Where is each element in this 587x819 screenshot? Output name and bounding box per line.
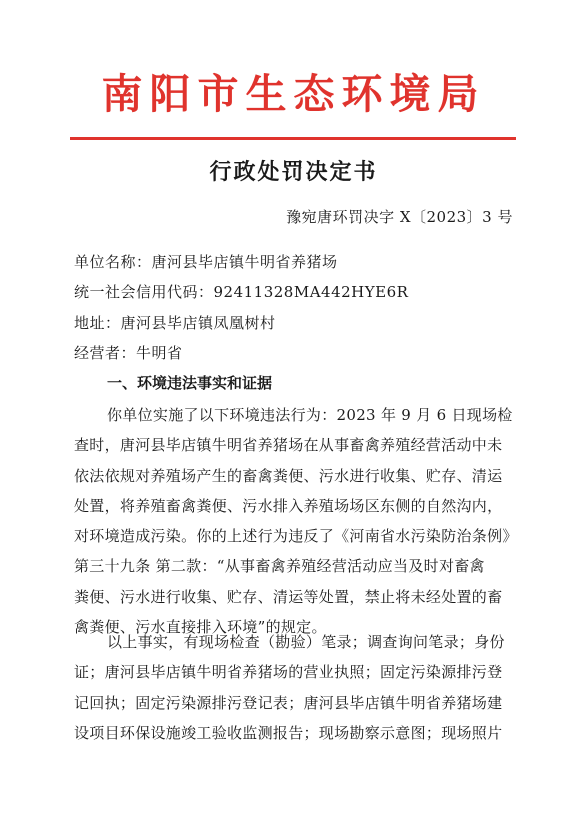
paragraph-line: 处置，将养殖畜禽粪便、污水排入养殖场场区东侧的自然沟内， xyxy=(74,496,503,515)
paragraph-line: 你单位实施了以下环境违法行为：2023 年 9 月 6 日现场检 xyxy=(107,406,513,424)
section-heading-violation-facts: 一、环境违法事实和证据 xyxy=(107,374,273,392)
paragraph-violation-facts xyxy=(74,400,518,642)
paragraph-line: 依法依规对养殖场产生的畜禽粪便、污水进行收集、贮存、清运 xyxy=(74,466,503,485)
red-separator-line xyxy=(70,137,516,140)
address-field: 地址：唐河县毕店镇凤凰树村 xyxy=(74,314,276,332)
paragraph-line: 以上事实，有现场检查（勘验）笔录；调查询问笔录；身份 xyxy=(107,633,505,651)
paragraph-line: 粪便、污水进行收集、贮存、清运等处置，禁止将未经处置的畜 xyxy=(74,587,503,606)
document-number: 豫宛唐环罚决字 X〔2023〕3 号 xyxy=(286,208,513,226)
paragraph-line: 记回执；固定污染源排污登记表；唐河县毕店镇牛明省养猪场建 xyxy=(74,693,503,712)
paragraph-line: 证；唐河县毕店镇牛明省养猪场的营业执照；固定污染源排污登 xyxy=(74,663,503,682)
document-title: 行政处罚决定书 xyxy=(209,159,378,185)
paragraph-line: 对环境造成污染。你的上述行为违反了《河南省水污染防治条例》 xyxy=(74,527,518,546)
credit-code-field: 统一社会信用代码：92411328MA442HYE6R xyxy=(74,283,409,301)
paragraph-line: 禽粪便、污水直接排入环境”的规定。 xyxy=(74,618,327,637)
paragraph-line: 查时，唐河县毕店镇牛明省养猪场在从事畜禽养殖经营活动中未 xyxy=(74,436,503,455)
paragraph-line: 第三十九条 第二款：“从事畜禽养殖经营活动应当及时对畜禽 xyxy=(74,557,485,576)
issuer-header: 南阳市生态环境局 xyxy=(101,70,486,118)
paragraph-line: 设项目环保设施竣工验收监测报告；现场勘察示意图；现场照片 xyxy=(74,723,503,742)
unit-name-field: 单位名称：唐河县毕店镇牛明省养猪场 xyxy=(74,253,338,271)
operator-field: 经营者：牛明省 xyxy=(74,344,183,362)
paragraph-evidence xyxy=(74,627,514,748)
